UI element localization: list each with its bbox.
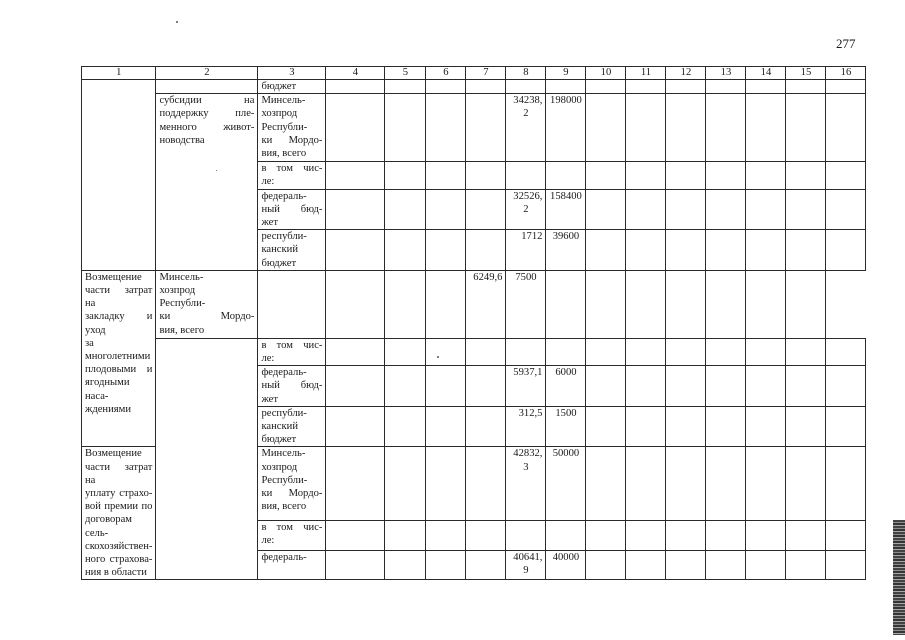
empty-cell [426, 270, 466, 338]
value-col8-cell [506, 406, 546, 447]
value-col8-cell [506, 447, 546, 521]
cell-line: 312,5 [518, 407, 543, 419]
empty-cell [326, 230, 385, 271]
column-header: 10 [586, 67, 626, 80]
column-header: 16 [826, 67, 866, 80]
empty-cell [666, 338, 706, 365]
cell-line: вия, всего [261, 148, 307, 160]
column-header: 12 [666, 67, 706, 80]
cell-line: канский [261, 421, 298, 433]
item-description-cell [82, 270, 156, 447]
empty-cell [326, 94, 385, 162]
empty-cell [626, 366, 666, 407]
cell-line: договорам сель- [85, 514, 132, 539]
value-col9-cell: 39600 [546, 230, 586, 271]
cell-line: субсидии на [159, 95, 255, 107]
empty-cell [426, 80, 466, 94]
empty-cell [826, 338, 866, 365]
empty-cell [826, 189, 866, 230]
value-col9-cell: 158400 [546, 189, 586, 230]
empty-cell [586, 162, 626, 189]
cell-line: плодовыми и [85, 364, 153, 376]
empty-cell [706, 550, 746, 580]
table-row [82, 94, 866, 162]
empty-cell [826, 521, 866, 551]
header-row [82, 67, 866, 80]
value-col9-cell [546, 521, 586, 551]
cell-line: в том чис- [261, 522, 323, 534]
executor-cell [258, 80, 326, 94]
empty-cell [385, 189, 426, 230]
cell-line: 42832, [513, 448, 543, 460]
empty-cell [385, 550, 426, 580]
empty-cell [426, 550, 466, 580]
empty-cell [706, 270, 746, 338]
cell-line: в том чис- [261, 163, 323, 175]
executor-cell [258, 338, 326, 365]
table-row [82, 338, 866, 365]
cell-line: Минсель- [261, 95, 306, 107]
empty-cell [426, 162, 466, 189]
empty-cell [466, 189, 506, 230]
empty-cell [626, 338, 666, 365]
cell-line: Республи- [261, 121, 308, 133]
value-col9-cell: 1500 [546, 406, 586, 447]
cell-line: бюджет [261, 257, 297, 269]
value-col9-cell [546, 338, 586, 365]
empty-cell [746, 189, 786, 230]
empty-cell [786, 230, 826, 271]
executor-cell [258, 447, 326, 521]
empty-cell [466, 447, 506, 521]
empty-cell [426, 230, 466, 271]
empty-cell [258, 270, 326, 338]
value-col8-cell [506, 338, 546, 365]
value-col9-cell [546, 162, 586, 189]
empty-cell [786, 406, 826, 447]
cell-line: федераль- [261, 551, 307, 563]
cell-line: жет [261, 393, 278, 405]
column-header: 7 [466, 67, 506, 80]
cell-line: федераль- [261, 190, 307, 202]
cell-line: ки Мордо- [261, 488, 323, 500]
empty-cell [426, 189, 466, 230]
value-col9-cell [546, 80, 586, 94]
cell-line: республи- [261, 407, 307, 419]
empty-cell [666, 406, 706, 447]
executor-cell [156, 270, 258, 338]
column-header: 9 [546, 67, 586, 80]
empty-cell [546, 270, 586, 338]
cell-line: Республи- [159, 298, 206, 310]
empty-cell [746, 550, 786, 580]
empty-cell [706, 521, 746, 551]
empty-cell [385, 366, 426, 407]
executor-cell [258, 189, 326, 230]
cell-line: новодства [159, 134, 205, 146]
cell-line: ягодными наса- [85, 377, 130, 402]
cell-line: части затрат на [85, 285, 153, 310]
empty-cell [746, 338, 786, 365]
cell-line: 3 [523, 461, 529, 473]
empty-cell [326, 189, 385, 230]
empty-cell [626, 550, 666, 580]
cell-line: вия, всего [159, 324, 205, 336]
cell-line: 5937,1 [513, 367, 543, 379]
empty-cell [826, 406, 866, 447]
empty-cell [786, 550, 826, 580]
cell-line: менного живот- [159, 121, 255, 133]
empty-cell [826, 447, 866, 521]
column-header: 2 [156, 67, 258, 80]
empty-cell [626, 80, 666, 94]
empty-cell [586, 521, 626, 551]
empty-cell [746, 270, 786, 338]
empty-cell [826, 366, 866, 407]
empty-cell [666, 521, 706, 551]
value-col8-cell [466, 270, 506, 338]
cell-line: закладку и уход [85, 311, 153, 336]
value-col8-cell [506, 521, 546, 551]
empty-cell [626, 162, 666, 189]
cell-line: Возмещение [85, 271, 142, 283]
value-col9-cell: 6000 [546, 366, 586, 407]
cell-line: ный бюд- [261, 203, 323, 215]
cell-line: канский [261, 244, 298, 256]
empty-cell [385, 80, 426, 94]
cell-line: Минсель- [159, 271, 204, 283]
empty-cell [586, 338, 626, 365]
executor-cell [258, 230, 326, 271]
empty-cell [746, 94, 786, 162]
cell-line: уплату страхо- [85, 488, 153, 500]
cell-line: 40641, [513, 551, 543, 563]
empty-cell [326, 366, 385, 407]
table-row [82, 80, 866, 94]
empty-cell [786, 338, 826, 365]
empty-cell [326, 550, 385, 580]
executor-cell [258, 406, 326, 447]
cell-line: ный бюд- [261, 380, 323, 392]
empty-cell [746, 406, 786, 447]
empty-cell [746, 80, 786, 94]
empty-cell [326, 406, 385, 447]
cell-line: 2 [523, 108, 529, 120]
budget-table [81, 66, 866, 580]
empty-cell [326, 270, 385, 338]
empty-cell [706, 447, 746, 521]
empty-cell [466, 366, 506, 407]
executor-cell [258, 162, 326, 189]
empty-cell [826, 230, 866, 271]
cell-line: 2 [523, 203, 529, 215]
cell-line: хозпрод [261, 108, 298, 120]
column-header: 5 [385, 67, 426, 80]
empty-cell [326, 80, 385, 94]
cell-line: Возмещение [85, 448, 142, 460]
cell-line: ки Мордо- [159, 311, 255, 323]
executor-cell [258, 366, 326, 407]
empty-cell [586, 94, 626, 162]
cell-line: бюджет [261, 434, 297, 446]
value-col9-cell: 7500 [506, 270, 546, 338]
column-header: 6 [426, 67, 466, 80]
cell-line: 34238, [513, 95, 543, 107]
scan-speck [176, 21, 178, 23]
empty-cell [706, 338, 746, 365]
empty-cell [666, 94, 706, 162]
item-description-cell [156, 80, 258, 94]
empty-cell [385, 270, 426, 338]
empty-cell [466, 550, 506, 580]
column1-cell [156, 338, 258, 580]
executor-cell [258, 550, 326, 580]
empty-cell [706, 189, 746, 230]
column-header: 15 [786, 67, 826, 80]
value-col9-cell: 40000 [546, 550, 586, 580]
empty-cell [706, 230, 746, 271]
page-number: 277 [836, 36, 856, 51]
empty-cell [385, 94, 426, 162]
empty-cell [466, 162, 506, 189]
empty-cell [786, 521, 826, 551]
empty-cell [786, 80, 826, 94]
empty-cell [706, 366, 746, 407]
empty-cell [626, 230, 666, 271]
empty-cell [326, 521, 385, 551]
empty-cell [466, 338, 506, 365]
empty-cell [746, 162, 786, 189]
cell-line: 1712 [521, 231, 543, 243]
column-header: 8 [506, 67, 546, 80]
empty-cell [626, 189, 666, 230]
empty-cell [666, 189, 706, 230]
column-header: 4 [326, 67, 385, 80]
empty-cell [426, 406, 466, 447]
empty-cell [706, 162, 746, 189]
cell-line: бюджет [261, 81, 297, 92]
empty-cell [786, 189, 826, 230]
cell-line: ле: [261, 353, 275, 365]
value-col8-cell [506, 366, 546, 407]
empty-cell [586, 447, 626, 521]
cell-line: 9 [523, 564, 529, 576]
empty-cell [626, 447, 666, 521]
cell-line: федераль- [261, 367, 307, 379]
empty-cell [746, 447, 786, 521]
cell-line: республи- [261, 231, 307, 243]
empty-cell [326, 447, 385, 521]
empty-cell [666, 447, 706, 521]
cell-line: вия, всего [261, 501, 307, 513]
empty-cell [385, 406, 426, 447]
value-col8-cell [506, 80, 546, 94]
column-header: 13 [706, 67, 746, 80]
empty-cell [746, 521, 786, 551]
value-col8-cell [506, 230, 546, 271]
empty-cell [826, 550, 866, 580]
empty-cell [466, 94, 506, 162]
empty-cell [706, 80, 746, 94]
empty-cell [326, 162, 385, 189]
cell-line: вой премии по [85, 501, 153, 513]
cell-line: скохозяйствен- [85, 540, 153, 552]
cell-line: поддержку пле- [159, 108, 255, 120]
cell-line: части затрат на [85, 461, 153, 486]
empty-cell [786, 366, 826, 407]
empty-cell [586, 550, 626, 580]
table-row [82, 270, 866, 338]
empty-cell [666, 270, 706, 338]
item-description-cell [82, 447, 156, 580]
scan-edge-artifact [893, 520, 905, 635]
cell-line: ния в области [85, 567, 147, 579]
executor-cell [258, 521, 326, 551]
cell-line: жет [261, 217, 278, 229]
empty-cell [426, 366, 466, 407]
empty-cell [466, 230, 506, 271]
empty-cell [786, 94, 826, 162]
empty-cell [826, 162, 866, 189]
empty-cell [466, 521, 506, 551]
empty-cell [666, 162, 706, 189]
empty-cell [326, 338, 385, 365]
cell-line: ле: [261, 535, 275, 547]
empty-cell [786, 162, 826, 189]
empty-cell [706, 406, 746, 447]
empty-cell [466, 406, 506, 447]
cell-line: ждениями [85, 403, 131, 415]
empty-cell [426, 521, 466, 551]
empty-cell [586, 406, 626, 447]
column-header: 11 [626, 67, 666, 80]
empty-cell [586, 366, 626, 407]
cell-line: Минсель- [261, 448, 306, 460]
empty-cell [826, 94, 866, 162]
empty-cell [826, 80, 866, 94]
empty-cell [385, 162, 426, 189]
empty-cell [586, 270, 626, 338]
value-col8-cell [506, 162, 546, 189]
cell-line: Республи- [261, 474, 308, 486]
column-header: 14 [746, 67, 786, 80]
empty-cell [706, 94, 746, 162]
column-header: 1 [82, 67, 156, 80]
value-col8-cell [506, 189, 546, 230]
empty-cell [586, 230, 626, 271]
value-col8-cell [506, 550, 546, 580]
executor-cell [258, 94, 326, 162]
empty-cell [385, 338, 426, 365]
column-header: 3 [258, 67, 326, 80]
empty-cell [666, 230, 706, 271]
cell-line: хозпрод [159, 285, 196, 297]
value-col9-cell: 198000 [546, 94, 586, 162]
value-col8-cell [506, 94, 546, 162]
empty-cell [426, 94, 466, 162]
empty-cell [786, 447, 826, 521]
item-description-cell [156, 94, 258, 271]
empty-cell [666, 550, 706, 580]
cell-line: ного страхова- [85, 554, 153, 566]
empty-cell [746, 366, 786, 407]
empty-cell [586, 80, 626, 94]
cell-line: 6249,6 [473, 271, 503, 283]
empty-cell [746, 230, 786, 271]
empty-cell [426, 447, 466, 521]
cell-line: ле: [261, 176, 275, 188]
value-col9-cell: 50000 [546, 447, 586, 521]
cell-line: в том чис- [261, 339, 323, 351]
empty-cell [666, 80, 706, 94]
empty-cell [385, 521, 426, 551]
empty-cell [586, 189, 626, 230]
empty-cell [385, 230, 426, 271]
empty-cell [626, 94, 666, 162]
empty-cell [426, 338, 466, 365]
cell-line: 32526, [513, 190, 543, 202]
empty-cell [626, 406, 666, 447]
empty-cell [626, 270, 666, 338]
empty-cell [666, 366, 706, 407]
cell-line: за многолетними [85, 337, 151, 363]
column1-cell [82, 80, 156, 271]
empty-cell [786, 270, 826, 338]
empty-cell [385, 447, 426, 521]
cell-line: ки Мордо- [261, 134, 323, 146]
empty-cell [466, 80, 506, 94]
cell-line: хозпрод [261, 461, 298, 473]
empty-cell [626, 521, 666, 551]
